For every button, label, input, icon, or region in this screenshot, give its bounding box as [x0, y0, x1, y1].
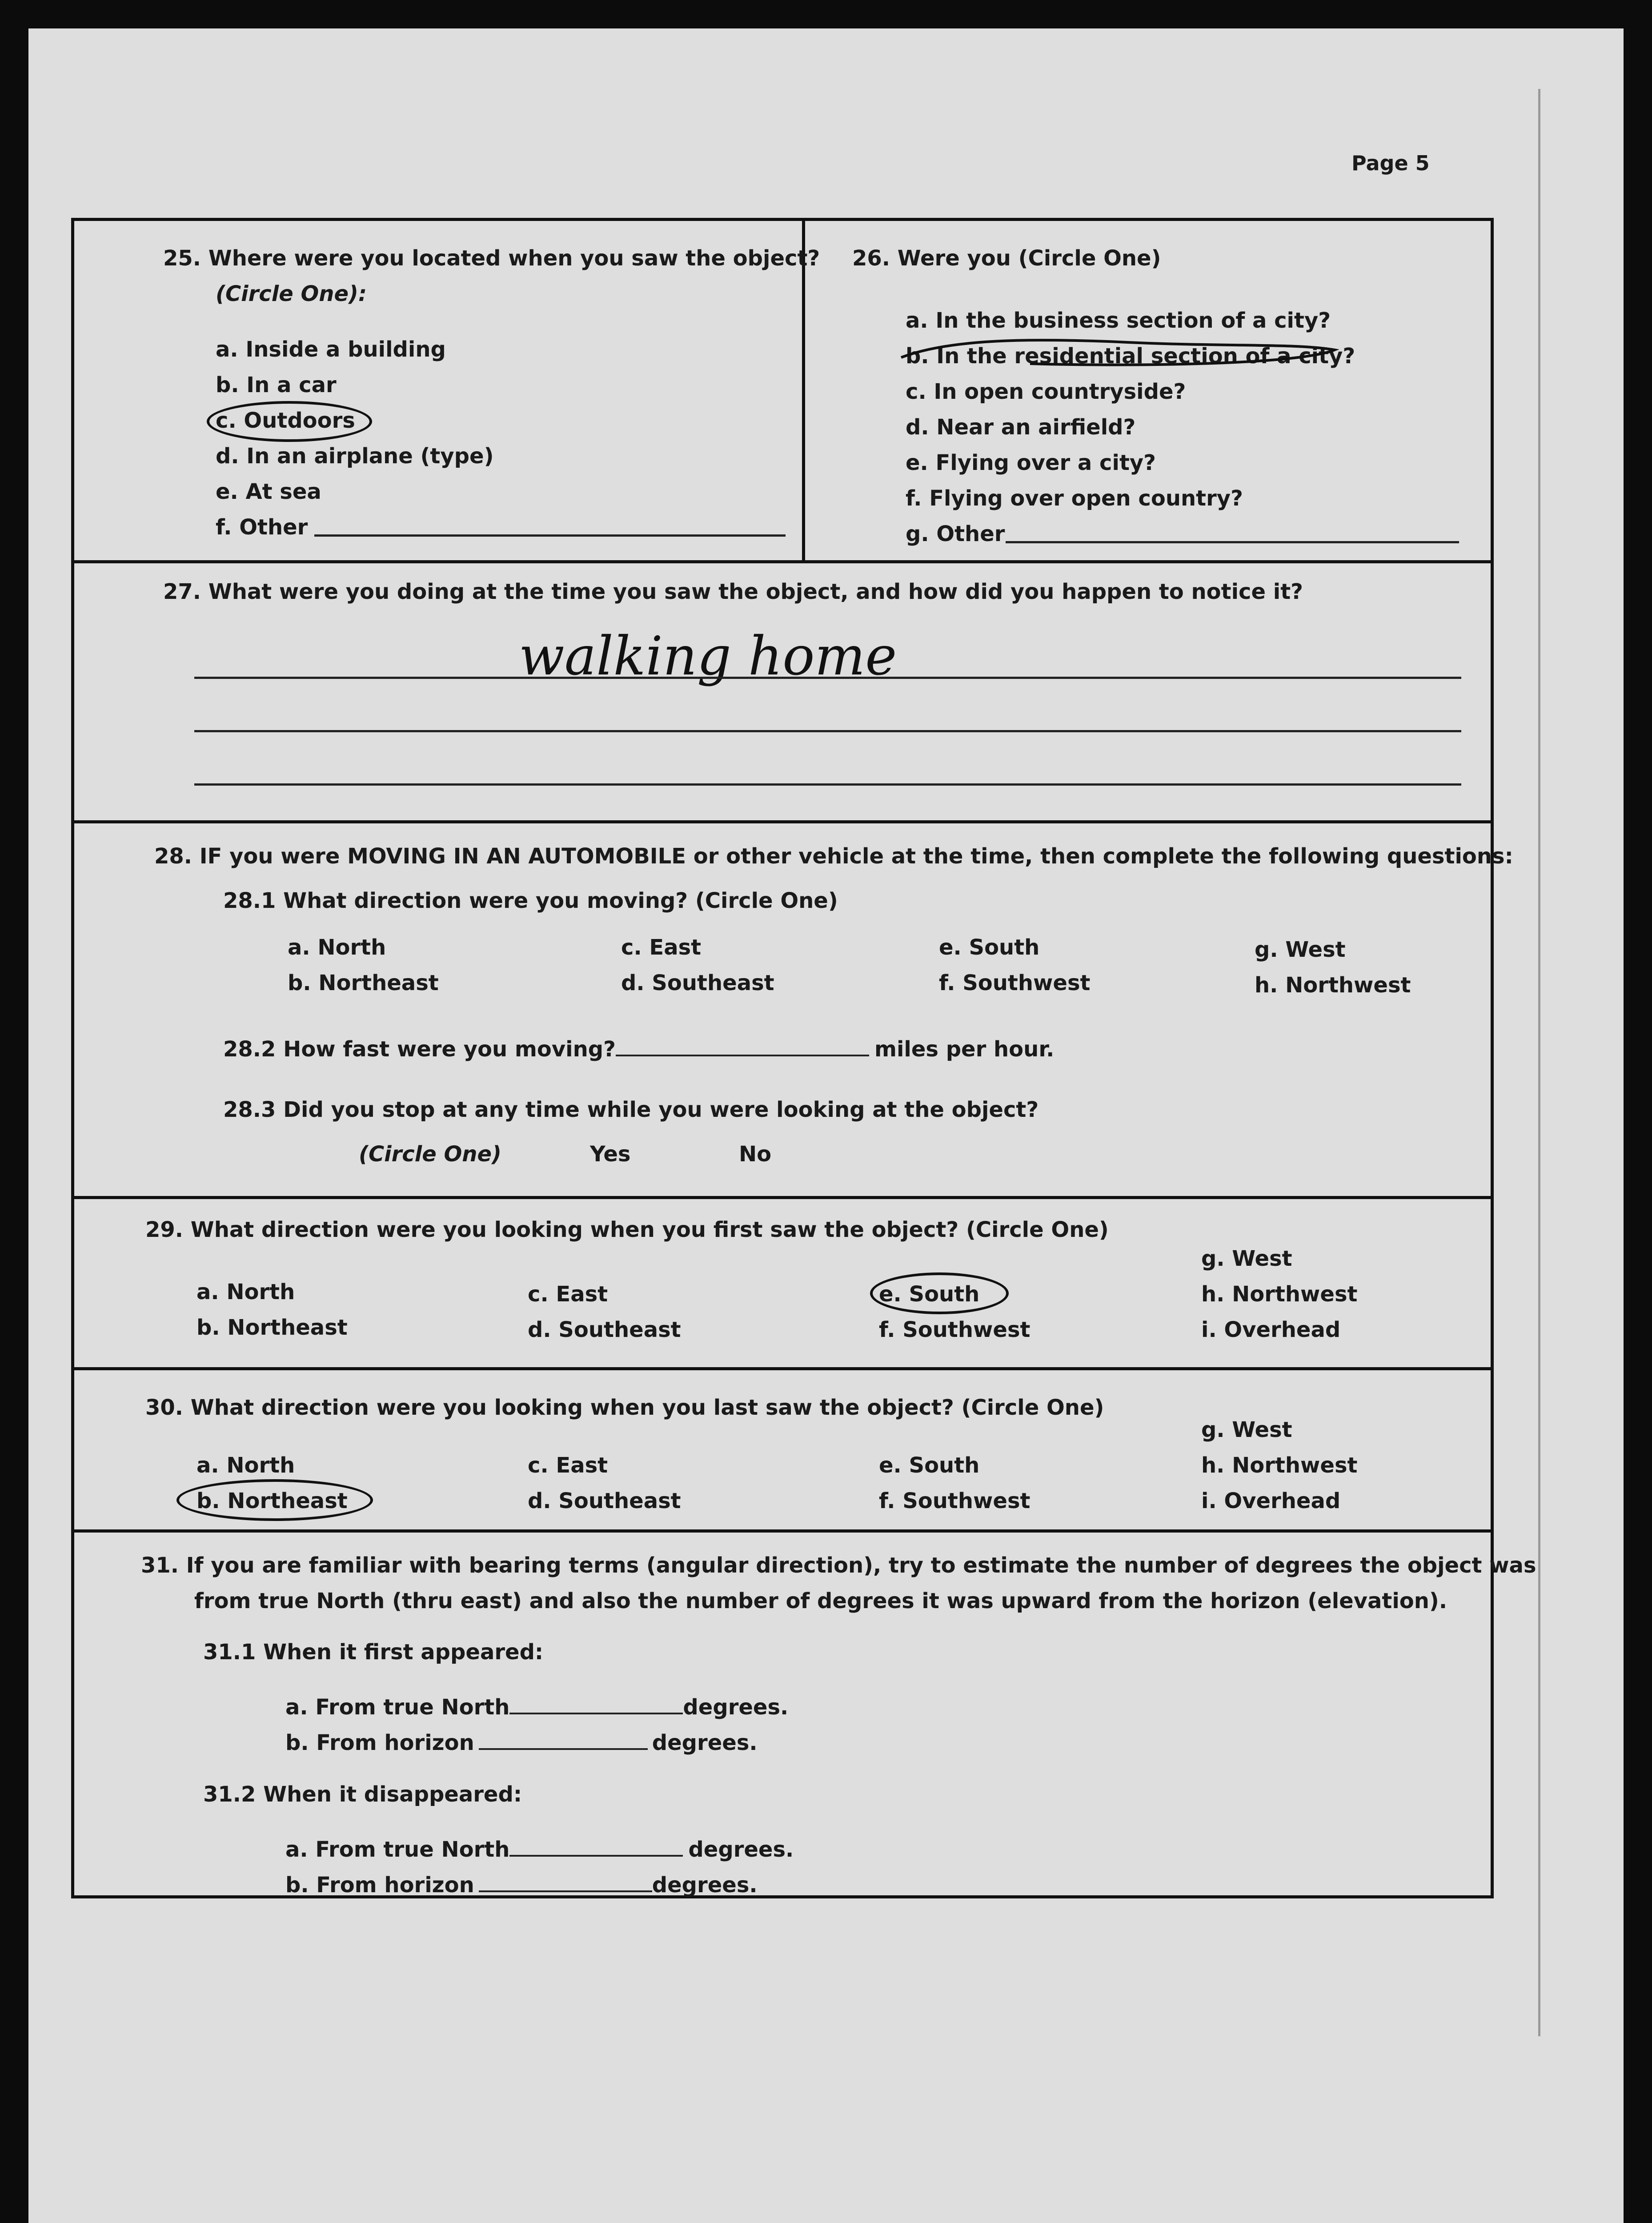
section-q27 — [74, 563, 1491, 823]
q30-option-b[interactable]: b. Northeast — [196, 1489, 348, 1513]
questionnaire-form — [71, 218, 1536, 1898]
q31-1-b-label: b. From horizon — [285, 1730, 474, 1755]
q29-option-a[interactable]: a. North — [196, 1280, 295, 1304]
q28-2-speed-field[interactable] — [616, 1037, 869, 1056]
q26-question: 26. Were you (Circle One) — [852, 246, 1161, 271]
q25-option-c[interactable]: c. Outdoors — [216, 408, 355, 433]
q26-option-f[interactable]: f. Flying over open country? — [906, 486, 1243, 511]
q26-option-b[interactable]: b. In the residential section of a city? — [906, 344, 1355, 369]
q26-other-line — [1006, 541, 1459, 543]
q29-question: 29. What direction were you looking when you first saw the object? (Circle One) — [145, 1217, 1109, 1242]
q28-option-f[interactable]: f. Southwest — [939, 971, 1091, 995]
q29-option-e[interactable]: e. South — [879, 1282, 980, 1307]
q31-2-a-field[interactable] — [509, 1837, 683, 1857]
q28-1-prompt: 28.1 What direction were you moving? (Circle One) — [223, 888, 838, 913]
q28-option-e[interactable]: e. South — [939, 935, 1040, 960]
q28-2-suffix: miles per hour. — [874, 1037, 1055, 1062]
column-divider — [802, 221, 805, 560]
q29-option-i[interactable]: i. Overhead — [1201, 1317, 1341, 1342]
q30-option-g[interactable]: g. West — [1201, 1417, 1292, 1442]
q26-option-d[interactable]: d. Near an airfield? — [906, 415, 1136, 440]
q30-question: 30. What direction were you looking when you last saw the object? (Circle One) — [145, 1395, 1104, 1420]
q30-option-a[interactable]: a. North — [196, 1453, 295, 1478]
q25-option-f[interactable]: f. Other — [216, 515, 308, 540]
q31-2-a-suffix: degrees. — [688, 1837, 794, 1862]
q28-3-prompt: 28.3 Did you stop at any time while you were looking at the object? — [223, 1097, 1039, 1122]
q25-instruction: (Circle One): — [216, 281, 367, 306]
q31-1-a-field[interactable] — [509, 1695, 683, 1714]
q31-1-prompt: 31.1 When it first appeared: — [203, 1640, 544, 1665]
q30-option-f[interactable]: f. Southwest — [879, 1489, 1030, 1513]
q31-1-b-suffix: degrees. — [652, 1730, 758, 1755]
page-number: Page 5 — [1351, 151, 1430, 175]
q27-answer-line-2 — [194, 730, 1461, 732]
q28-2-row — [223, 1037, 1054, 1060]
q30-option-h[interactable]: h. Northwest — [1201, 1453, 1358, 1478]
scan-edge-line — [1538, 89, 1540, 2036]
q28-3-instruction: (Circle One) — [359, 1142, 501, 1167]
q31-2-a-row — [285, 1837, 794, 1860]
section-q25-q26 — [74, 221, 1491, 563]
q29-option-d[interactable]: d. Southeast — [528, 1317, 681, 1342]
q30-option-c[interactable]: c. East — [528, 1453, 608, 1478]
q25-option-d[interactable]: d. In an airplane (type) — [216, 444, 494, 469]
q28-option-a[interactable]: a. North — [288, 935, 386, 960]
q29-selection-circle — [870, 1272, 1009, 1314]
q28-option-b[interactable]: b. Northeast — [288, 971, 439, 995]
q29-option-f[interactable]: f. Southwest — [879, 1317, 1030, 1342]
q27-question: 27. What were you doing at the time you saw the object, and how did you happen to notice it? — [163, 579, 1303, 604]
q31-2-prompt: 31.2 When it disappeared: — [203, 1782, 522, 1807]
q25-selection-circle — [207, 401, 372, 442]
q25-option-a[interactable]: a. Inside a building — [216, 337, 446, 362]
q26-selection-mark — [897, 334, 1341, 370]
q27-answer-line-3 — [194, 783, 1461, 786]
q28-option-c[interactable]: c. East — [621, 935, 702, 960]
q25-option-e[interactable]: e. At sea — [216, 479, 321, 504]
q31-1-a-row — [285, 1695, 788, 1718]
q31-1-a-suffix: degrees. — [683, 1695, 789, 1720]
q28-option-g[interactable]: g. West — [1255, 937, 1346, 962]
q27-answer-line-1 — [194, 677, 1461, 679]
q28-2-prompt: 28.2 How fast were you moving? — [223, 1037, 616, 1062]
q30-option-i[interactable]: i. Overhead — [1201, 1489, 1341, 1513]
q26-option-c[interactable]: c. In open countryside? — [906, 379, 1186, 404]
q31-2-b-label: b. From horizon — [285, 1873, 474, 1898]
q29-option-g[interactable]: g. West — [1201, 1246, 1292, 1271]
q29-option-c[interactable]: c. East — [528, 1282, 608, 1307]
q26-option-a[interactable]: a. In the business section of a city? — [906, 308, 1331, 333]
q31-question-line-1: 31. If you are familiar with bearing terms (angular direction), try to estimate the number of degrees the object was — [141, 1553, 1536, 1578]
q25-question: 25. Where were you located when you saw the object? — [163, 246, 820, 271]
q28-3-no[interactable]: No — [739, 1142, 772, 1167]
section-q29 — [74, 1199, 1491, 1370]
q26-option-e[interactable]: e. Flying over a city? — [906, 450, 1156, 475]
section-q30 — [74, 1370, 1491, 1533]
q26-option-g[interactable]: g. Other — [906, 522, 1005, 546]
q30-option-e[interactable]: e. South — [879, 1453, 980, 1478]
q25-other-line — [314, 534, 786, 537]
q31-2-a-label: a. From true North — [285, 1837, 510, 1862]
q29-option-b[interactable]: b. Northeast — [196, 1315, 348, 1340]
q25-option-b[interactable]: b. In a car — [216, 373, 337, 397]
q28-question: 28. IF you were MOVING IN AN AUTOMOBILE or other vehicle at the time, then complete the following questions: — [154, 844, 1513, 869]
q28-option-d[interactable]: d. Southeast — [621, 971, 774, 995]
section-q28 — [74, 823, 1513, 1199]
section-q31 — [74, 1533, 1536, 1902]
q28-3-yes[interactable]: Yes — [590, 1142, 631, 1167]
q29-option-h[interactable]: h. Northwest — [1201, 1282, 1358, 1307]
q31-2-b-row — [285, 1873, 758, 1896]
q31-2-b-field[interactable] — [479, 1873, 652, 1892]
q31-question-line-2: from true North (thru east) and also the number of degrees it was upward from the horizon (elevation). — [194, 1589, 1448, 1613]
q30-option-d[interactable]: d. Southeast — [528, 1489, 681, 1513]
q30-selection-circle — [176, 1479, 373, 1521]
q31-1-b-field[interactable] — [479, 1730, 648, 1750]
q31-1-b-row — [285, 1730, 758, 1754]
q27-handwritten-answer[interactable]: walking home — [519, 626, 897, 687]
q28-option-h[interactable]: h. Northwest — [1255, 973, 1411, 998]
q31-1-a-label: a. From true North — [285, 1695, 510, 1720]
q31-2-b-suffix: degrees. — [652, 1873, 758, 1898]
